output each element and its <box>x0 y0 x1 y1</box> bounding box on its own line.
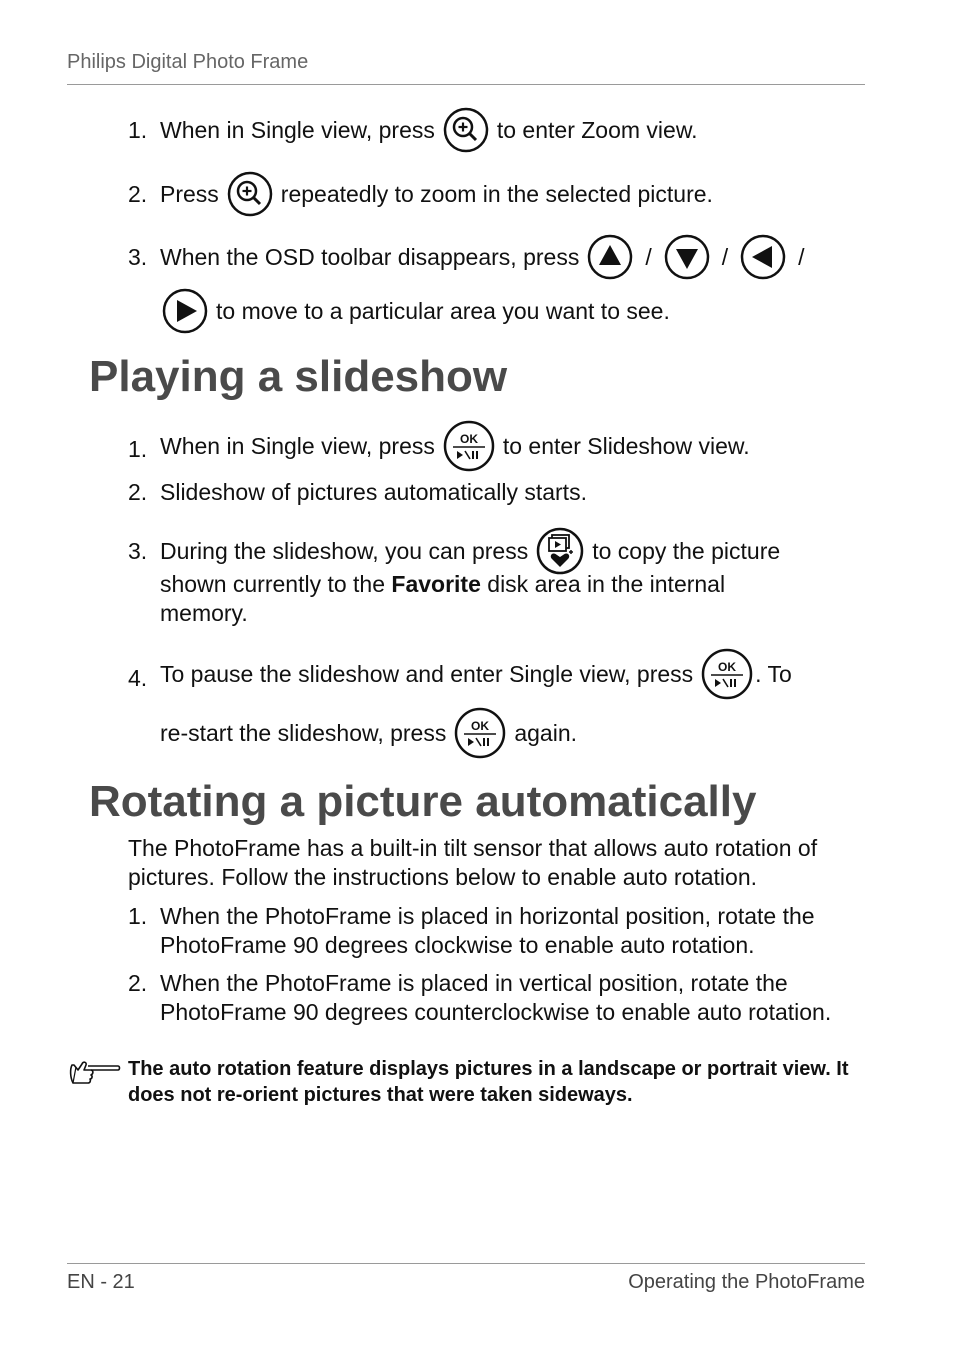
zoom-in-icon <box>443 107 489 153</box>
step-number: 1. <box>128 903 148 929</box>
step-text: To pause the slideshow and enter Single view, press <box>160 660 694 687</box>
step-number: 1. <box>128 436 148 462</box>
slash-separator: / <box>798 243 805 270</box>
left-arrow-icon <box>740 234 786 280</box>
step-text: to enter Slideshow view. <box>502 432 750 459</box>
step-text: again. <box>514 719 578 746</box>
step-text: disk area in the internal <box>487 571 726 597</box>
page-number: EN - 21 <box>67 1271 135 1293</box>
step-text: During the slideshow, you can press <box>160 537 529 564</box>
step-text: repeatedly to zoom in the selected picture. <box>280 180 713 207</box>
step-text: . To <box>755 660 792 687</box>
favorite-copy-icon <box>536 527 584 575</box>
step-number: 2. <box>128 479 148 505</box>
slideshow-step-2: Slideshow of pictures automatically starts. <box>160 479 587 505</box>
svg-text:OK: OK <box>459 432 478 446</box>
rotation-intro: The PhotoFrame has a built-in tilt sensor that allows auto rotation of pictures. Follow the instructions below to enable auto rotation. <box>128 835 818 890</box>
step-text: shown currently to the <box>160 571 386 597</box>
step-text: to copy the picture <box>592 537 781 564</box>
step-text: When in Single view, press <box>160 432 435 459</box>
section-heading-slideshow: Playing a slideshow <box>89 352 508 401</box>
slash-separator: / <box>645 243 652 270</box>
section-heading-rotation: Rotating a picture automatically <box>89 777 757 826</box>
step-text: When the OSD toolbar disappears, press <box>160 243 580 270</box>
step-number: 3. <box>128 244 148 270</box>
step-text: to move to a particular area you want to see. <box>216 297 670 324</box>
slash-separator: / <box>721 243 729 270</box>
step-number: 2. <box>128 181 148 207</box>
note-text: The auto rotation feature displays pictures in a landscape or portrait view. It does not re-orient pictures that were taken sideways. <box>128 1058 849 1106</box>
zoom-in-icon <box>227 171 273 217</box>
running-footer-section: Operating the PhotoFrame <box>628 1271 865 1293</box>
step-text: to enter Zoom view. <box>496 116 698 143</box>
slideshow-step-3-end: memory. <box>160 600 248 626</box>
running-header: Philips Digital Photo Frame <box>67 51 309 73</box>
step-text: When in Single view, press <box>160 116 435 143</box>
rotation-step-1: When the PhotoFrame is placed in horizontal position, rotate the PhotoFrame 90 degrees clockwise to enable auto rotation. <box>160 903 815 958</box>
zoom-step-1 <box>160 104 698 156</box>
pointing-hand-note-icon <box>68 1057 122 1087</box>
slideshow-step-1 <box>160 418 750 474</box>
right-arrow-icon <box>162 288 208 334</box>
ok-play-pause-icon <box>443 420 495 472</box>
up-arrow-icon <box>587 234 633 280</box>
step-text: Press <box>160 180 219 207</box>
svg-text:OK: OK <box>471 719 490 733</box>
slideshow-step-4 <box>160 646 792 702</box>
down-arrow-icon <box>664 234 710 280</box>
step-number: 1. <box>128 117 148 143</box>
rotation-step-2: When the PhotoFrame is placed in vertical position, rotate the PhotoFrame 90 degrees counterclockwise to enable auto rotation. <box>160 970 832 1025</box>
slideshow-step-3-continued <box>160 570 725 599</box>
step-number: 2. <box>128 970 148 996</box>
zoom-step-3 <box>160 231 809 283</box>
slideshow-step-4-continued <box>160 705 577 761</box>
header-rule <box>67 84 865 85</box>
step-text: re-start the slideshow, press <box>160 719 447 746</box>
svg-text:OK: OK <box>718 660 737 674</box>
ok-play-pause-icon <box>454 707 506 759</box>
zoom-step-2 <box>160 168 713 220</box>
ok-play-pause-icon <box>701 648 753 700</box>
step-number: 4. <box>128 665 148 691</box>
zoom-step-3-continued <box>160 285 670 337</box>
step-number: 3. <box>128 538 148 564</box>
favorite-emphasis: Favorite <box>391 571 481 597</box>
footer-rule <box>67 1263 865 1264</box>
